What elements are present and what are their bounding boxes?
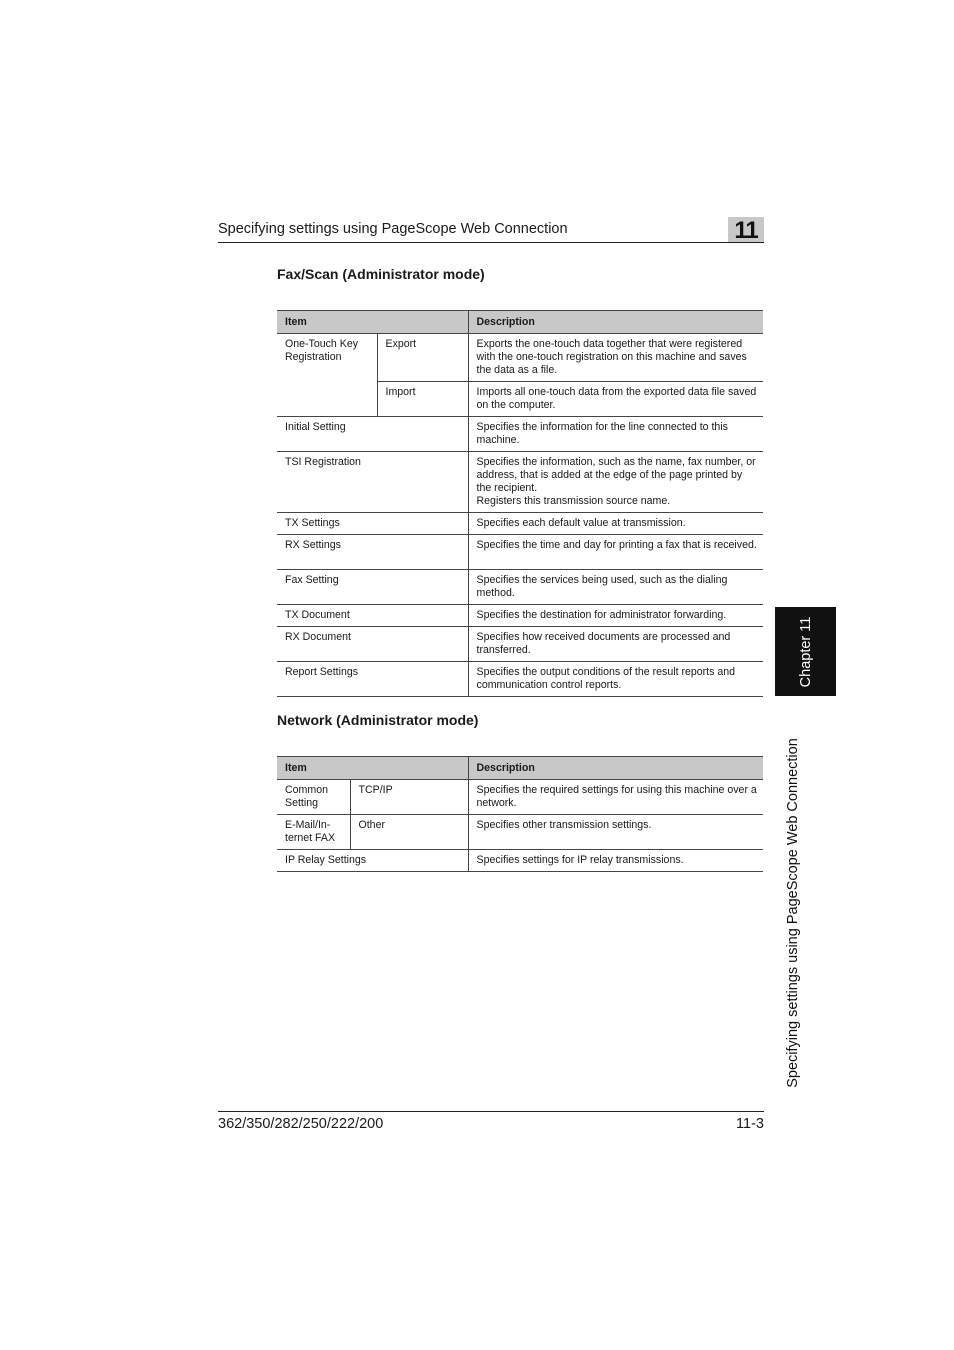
running-header xyxy=(218,217,764,244)
subitem-cell: Import xyxy=(377,382,468,417)
side-chapter-title: Specifying settings using PageScope Web Connection xyxy=(785,738,801,1088)
item-cell: One-Touch Key Registration xyxy=(277,334,377,417)
table-row xyxy=(277,452,763,513)
description-cell: Specifies settings for IP relay transmissions. xyxy=(468,850,763,872)
col-item-header: Item xyxy=(277,311,468,334)
table-row xyxy=(277,627,763,662)
page-footer xyxy=(218,1111,764,1134)
description-line: Specifies the information, such as the name, fax number, or address, that is added at the edge of the page printed by the recipient. xyxy=(476,456,756,494)
table-row xyxy=(277,662,763,697)
network-table xyxy=(277,756,763,872)
subitem-cell: Other xyxy=(350,815,468,850)
table-row xyxy=(277,850,763,872)
subitem-cell: TCP/IP xyxy=(350,780,468,815)
table-row xyxy=(277,513,763,535)
col-description-header: Description xyxy=(468,311,763,334)
table-row xyxy=(277,815,763,850)
description-cell: Specifies the required settings for using this machine over a network. xyxy=(468,780,763,815)
description-cell xyxy=(468,452,763,513)
network-heading: Network (Administrator mode) xyxy=(277,712,479,728)
item-cell: Initial Setting xyxy=(277,417,468,452)
description-cell: Exports the one-touch data together that were registered with the one-touch registration on this machine and saves the data as a file. xyxy=(468,334,763,382)
table-header-row xyxy=(277,757,763,780)
item-cell: Report Settings xyxy=(277,662,468,697)
item-cell: Fax Setting xyxy=(277,570,468,605)
footer-page-number: 11-3 xyxy=(736,1116,764,1132)
description-cell: Imports all one-touch data from the exported data file saved on the computer. xyxy=(468,382,763,417)
description-cell: Specifies the time and day for printing a fax that is received. xyxy=(468,535,763,570)
chapter-side-tab xyxy=(775,607,836,696)
description-cell: Specifies how received documents are processed and transferred. xyxy=(468,627,763,662)
chapter-tab-label: Chapter 11 xyxy=(797,616,814,687)
table-row xyxy=(277,535,763,570)
table-row xyxy=(277,570,763,605)
header-title: Specifying settings using PageScope Web Connection xyxy=(218,221,568,237)
description-cell: Specifies each default value at transmission. xyxy=(468,513,763,535)
fax-scan-heading: Fax/Scan (Administrator mode) xyxy=(277,266,485,282)
subitem-cell: Export xyxy=(377,334,468,382)
chapter-number-badge: 11 xyxy=(728,217,764,242)
item-cell: TX Settings xyxy=(277,513,468,535)
item-cell: TSI Registration xyxy=(277,452,468,513)
table-row xyxy=(277,780,763,815)
col-item-header: Item xyxy=(277,757,468,780)
table-row xyxy=(277,417,763,452)
description-line: Registers this transmission source name. xyxy=(476,495,671,507)
description-cell: Specifies the information for the line connected to this machine. xyxy=(468,417,763,452)
description-cell: Specifies the services being used, such as the dialing method. xyxy=(468,570,763,605)
item-cell: RX Document xyxy=(277,627,468,662)
item-cell: Common Setting xyxy=(277,780,350,815)
description-cell: Specifies the destination for administrator forwarding. xyxy=(468,605,763,627)
footer-models: 362/350/282/250/222/200 xyxy=(218,1116,384,1132)
description-cell: Specifies the output conditions of the result reports and communication control reports. xyxy=(468,662,763,697)
table-row xyxy=(277,605,763,627)
table-header-row xyxy=(277,311,763,334)
item-cell: TX Document xyxy=(277,605,468,627)
item-cell: RX Settings xyxy=(277,535,468,570)
item-cell: E-Mail/In-ternet FAX xyxy=(277,815,350,850)
fax-scan-table xyxy=(277,310,763,697)
item-cell: IP Relay Settings xyxy=(277,850,468,872)
col-description-header: Description xyxy=(468,757,763,780)
description-cell: Specifies other transmission settings. xyxy=(468,815,763,850)
table-row xyxy=(277,334,763,382)
